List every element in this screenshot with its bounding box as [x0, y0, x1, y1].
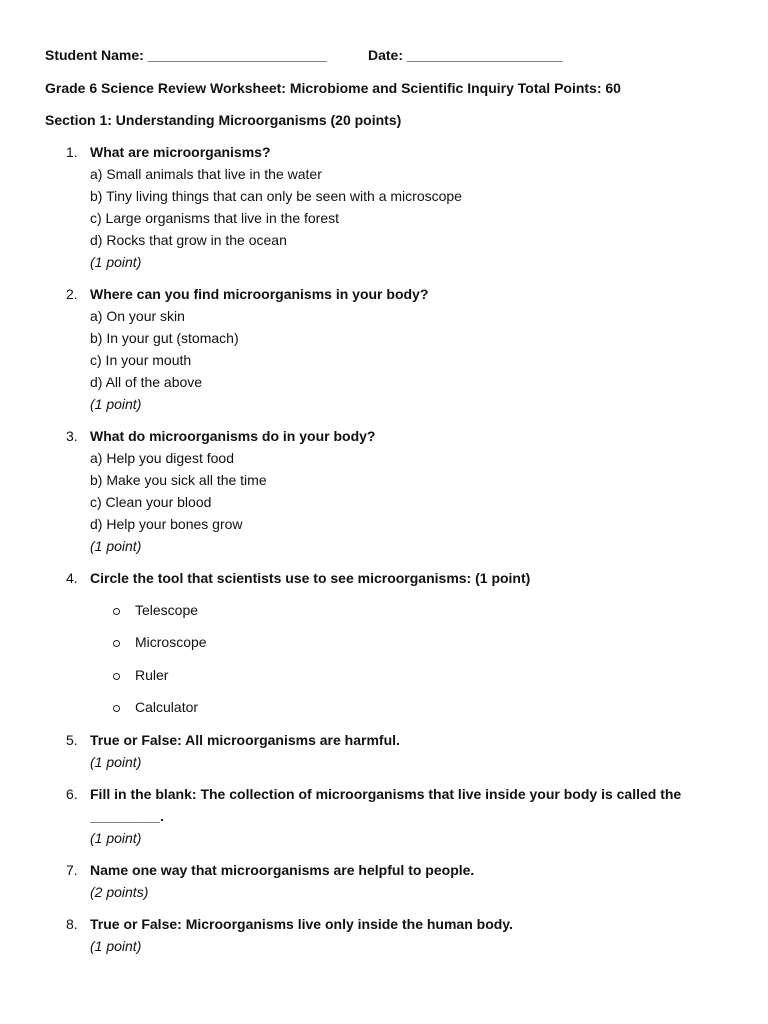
section-heading: Section 1: Understanding Microorganisms (20 points) — [45, 112, 402, 128]
points-label: (2 points) — [90, 884, 149, 900]
points-label: (1 point) — [90, 754, 142, 770]
tool-choice: Ruler — [135, 667, 169, 683]
date-field: Date: ____________________ — [368, 47, 563, 63]
tool-choice: Calculator — [135, 699, 199, 715]
question-number: 6. — [66, 786, 78, 802]
answer-option: c) Large organisms that live in the forest — [90, 210, 340, 226]
answer-option: a) Help you digest food — [90, 450, 234, 466]
points-label: (1 point) — [90, 396, 142, 412]
answer-option: d) Help your bones grow — [90, 516, 243, 532]
answer-option: a) Small animals that live in the water — [90, 166, 322, 182]
worksheet-title: Grade 6 Science Review Worksheet: Microbiome and Scientific Inquiry Total Points: 60 — [45, 80, 621, 96]
question-text: Circle the tool that scientists use to see microorganisms: (1 point) — [90, 570, 531, 586]
answer-option: c) Clean your blood — [90, 494, 212, 510]
circle-bullet-icon — [113, 705, 120, 712]
question-text: True or False: Microorganisms live only inside the human body. — [90, 916, 513, 932]
answer-option: d) Rocks that grow in the ocean — [90, 232, 287, 248]
question-text: What are microorganisms? — [90, 144, 271, 160]
question-number: 7. — [66, 862, 78, 878]
answer-option: a) On your skin — [90, 308, 185, 324]
answer-option: d) All of the above — [90, 374, 203, 390]
question-number: 4. — [66, 570, 78, 586]
points-label: (1 point) — [90, 830, 142, 846]
answer-option: b) Tiny living things that can only be seen with a microscope — [90, 188, 462, 204]
points-label: (1 point) — [90, 938, 142, 954]
tool-choice: Telescope — [135, 602, 199, 618]
answer-option: b) Make you sick all the time — [90, 472, 267, 488]
question-number: 8. — [66, 916, 78, 932]
question-text: Fill in the blank: The collection of microorganisms that live inside your body is called the — [90, 786, 682, 802]
question-text: What do microorganisms do in your body? — [90, 428, 376, 444]
circle-bullet-icon — [113, 640, 120, 647]
circle-bullet-icon — [113, 673, 120, 680]
question-number: 1. — [66, 144, 78, 160]
question-text: True or False: All microorganisms are harmful. — [90, 732, 400, 748]
fill-in-blank: _________. — [90, 808, 164, 824]
points-label: (1 point) — [90, 538, 142, 554]
tool-choice: Microscope — [135, 634, 207, 650]
answer-option: c) In your mouth — [90, 352, 192, 368]
circle-bullet-icon — [113, 608, 120, 615]
question-text: Name one way that microorganisms are helpful to people. — [90, 862, 475, 878]
points-label: (1 point) — [90, 254, 142, 270]
question-text: Where can you find microorganisms in your body? — [90, 286, 429, 302]
question-number: 5. — [66, 732, 78, 748]
student-name-field: Student Name: _______________________ — [45, 47, 327, 63]
question-number: 3. — [66, 428, 78, 444]
question-number: 2. — [66, 286, 78, 302]
answer-option: b) In your gut (stomach) — [90, 330, 239, 346]
